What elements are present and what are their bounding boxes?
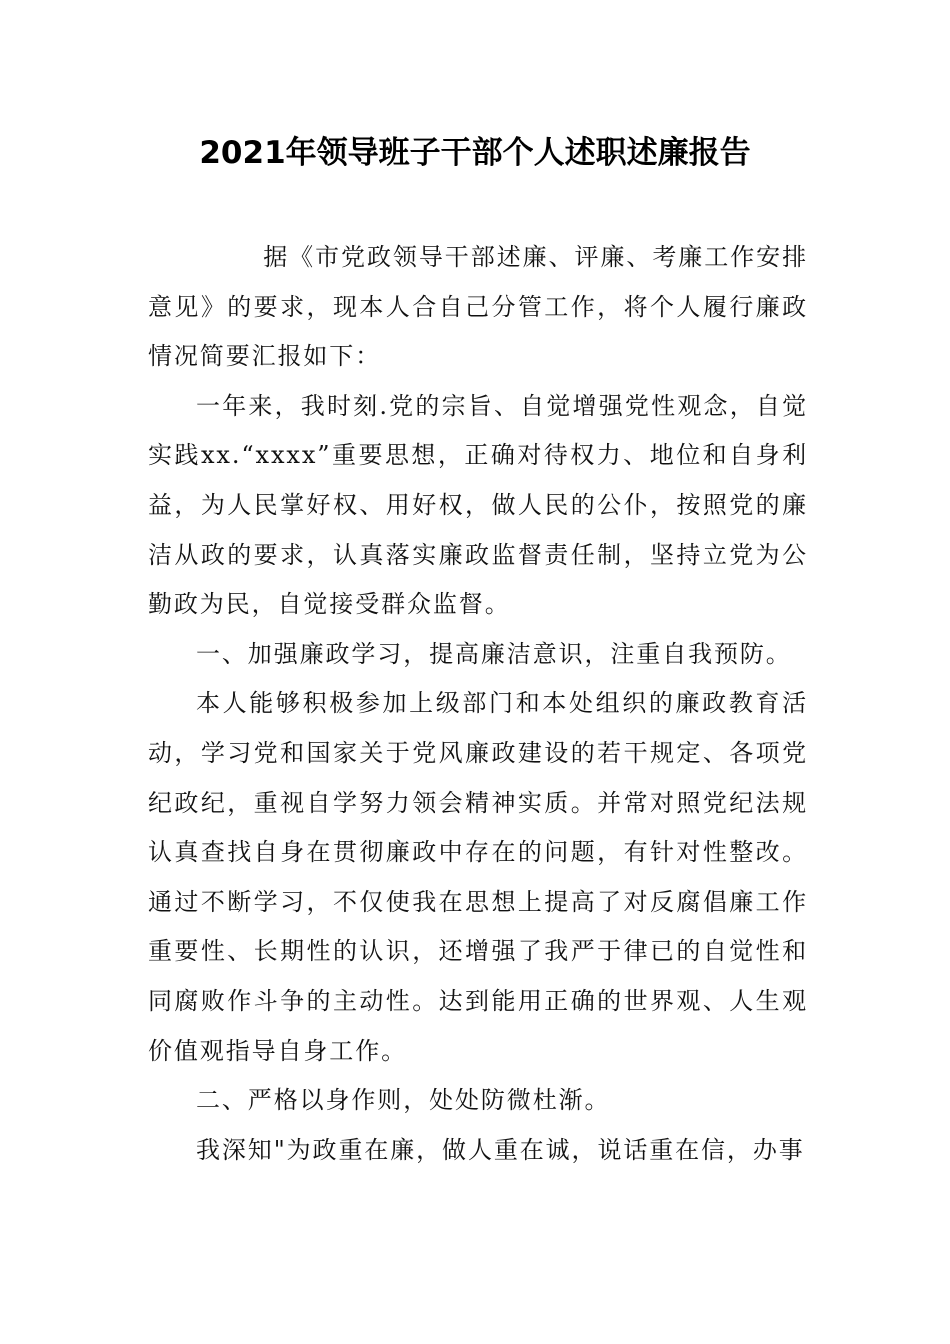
paragraph-intro: 据《市党政领导干部述廉、评廉、考廉工作安排意见》的要求，现本人合自己分管工作，将个人履行廉政情况简要汇报如下： <box>148 243 808 371</box>
document-title: 2021年领导班子干部个人述职述廉报告 <box>199 135 751 171</box>
document-body <box>148 233 808 1175</box>
paragraph-study: 本人能够积极参加上级部门和本处组织的廉政教育活动，学习党和国家关于党风廉政建设的若干规定、各项党纪政纪，重视自学努力领会精神实质。并常对照党纪法规认真查找自身在贯彻廉政中存在的问题，有针对性整改。通过不断学习，不仅使我在思想上提高了对反腐倡廉工作重要性、长期性的认识，还增强了我严于律已的自觉性和同腐败作斗争的主动性。达到能用正确的世界观、人生观价值观指导自身工作。 <box>148 689 808 1065</box>
section-heading-1: 一、加强廉政学习，提高廉洁意识，注重自我预防。 <box>196 639 792 668</box>
paragraph-overview: 一年来，我时刻.党的宗旨、自觉增强党性观念，自觉实践xx.“xxxx”重要思想，正确对待权力、地位和自身利益，为人民掌好权、用好权，做人民的公仆，按照党的廉洁从政的要求，认真落实廉政监督责任制，坚持立党为公勤政为民，自觉接受群众监督。 <box>148 391 808 619</box>
section-heading-2: 二、严格以身作则，处处防微杜渐。 <box>196 1086 611 1115</box>
paragraph-self-discipline: 我深知"为政重在廉，做人重在诚，说话重在信，办事 <box>196 1135 805 1164</box>
